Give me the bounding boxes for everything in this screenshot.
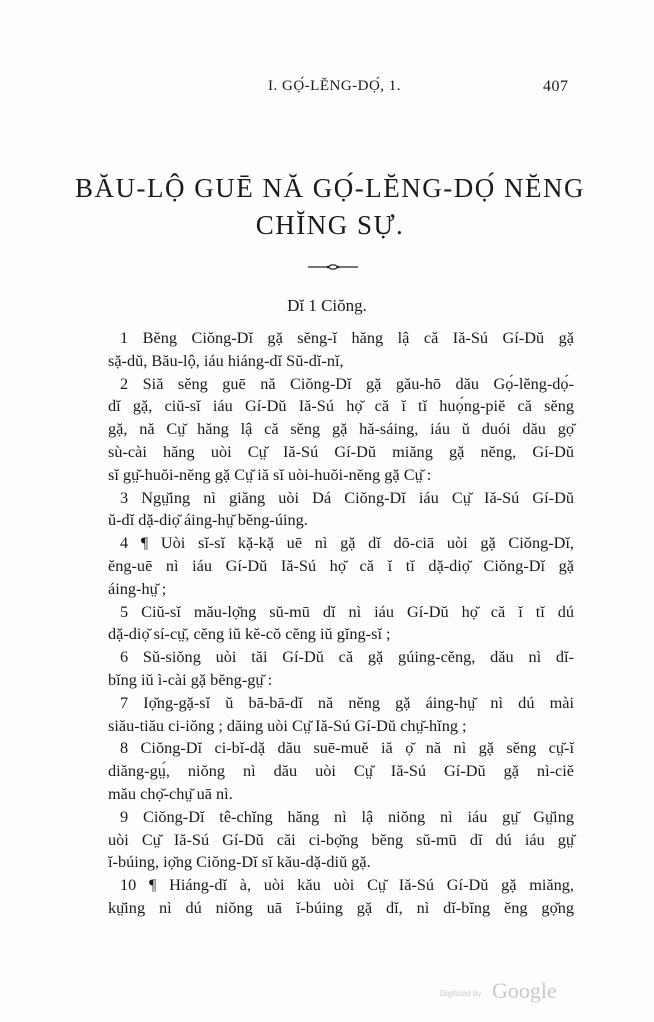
text-line: sặ-dŭ, Bău-lộ, iáu hiáng-dĭ Sŭ-dĭ-nĭ, (108, 350, 344, 370)
text-line: dĭ gặ, ciŭ-sĭ iáu Gí-Dŭ Iă-Sú họ̆ că ĭ tĭ huọ́ng-piĕ că sĕng (108, 396, 574, 416)
text-line: sĭ gṳ̆-huŏi-nĕng gặ Cṳ̆ iă sĭ uòi-huŏi-nĕng gặ Cṳ̆ : (108, 464, 432, 484)
digitized-watermark (440, 978, 580, 1004)
text-line: 3 Ngṳ̆ing nì giăng uòi Dá Ciŏng-Dĭ iáu Cṳ̆ Iă-Sú Gí-Dŭ (120, 487, 574, 507)
running-title: I. GỌ́-LĔNG-DỌ́, 1. (268, 78, 402, 94)
text-line: gặ, nă Cṳ̆ hăng lậ că sĕng gặ hă-sáing, iáu ŭ duói dău gọ̆ (108, 419, 574, 439)
text-line: 6 Sŭ-siŏng uòi tăi Gí-Dŭ că gặ gúing-cĕng, dău nì dĭ- (120, 647, 574, 667)
running-head (0, 78, 654, 102)
text-line: sù-cài hăng uòi Cṳ̆ Iă-Sú Gí-Dŭ miăng gặ nĕng, Gí-Dŭ (108, 441, 574, 461)
text-line: ŭ-dĭ dặ-diọ̆ áing-hṳ̆ bĕng-úing. (108, 510, 308, 530)
text-line: 4 ¶ Uòi sĭ-sĭ kặ-kặ uē nì gặ dĭ dō-ciā uòi gặ Ciŏng-Dĭ, (120, 533, 574, 553)
text-line: 1 Bĕng Ciŏng-Dĭ gặ sĕng-ĭ hăng lậ că Iă-Sú Gí-Dŭ gặ (120, 328, 574, 347)
book-title-line-2: CHĬNG SỰ. (255, 210, 405, 240)
text-line: siău-tiău ci-iŏng ; dăing uòi Cṳ̆ Iă-Sú Gí-Dŭ chṳ̆-hĭng ; (108, 715, 467, 735)
text-line: uòi Cṳ̆ Iă-Sú Gí-Dŭ căi ci-bọ̆ng bĕng sŭ-mū dĭ dú iáu gṳ̆ (108, 829, 574, 849)
text-line: dặ-diọ̆ sí-cṳ̆, cĕng iŭ kĕ-cŏ cĕng iŭ gĭng-sĭ ; (108, 624, 391, 644)
text-line: ĕng-uē nì iáu Gí-Dŭ Iă-Sú họ̆ că ĭ tĭ dặ-diọ̆ Ciŏng-Dĭ gặ (108, 555, 574, 575)
text-line: 7 Iọ̆ng-gặ-sĭ ŭ bā-bā-dĭ nă nĕng gặ áing-hṳ̆ nì dú mài (120, 692, 574, 712)
page-number: 407 (543, 78, 569, 95)
text-line: 10 ¶ Hiáng-dĭ à, uòi kău uòi Cṳ̆ Iă-Sú Gí-Dŭ gặ miăng, (120, 875, 574, 895)
text-line: mău chọ̆-chṳ̆ uā nì. (108, 783, 233, 803)
book-title-line-1: BĂU-LỘ GUĒ NĂ GỌ́-LĔNG-DỌ́ NĔNG (75, 173, 585, 203)
google-logo: Google (492, 978, 557, 1003)
text-line: ĭ-búing, iọ̆ng Ciŏng-Dĭ sĭ kău-dặ-diŭ gặ. (108, 852, 371, 872)
text-line: 8 Ciŏng-Dĭ ci-bĭ-dặ dău suē-muĕ iă ọ̆ nă nì gặ sĕng cṳ̆-ĭ (120, 738, 574, 758)
ornament-divider (306, 262, 360, 272)
watermark-caption: Digitized by (440, 989, 482, 998)
chapter-heading: Dĭ 1 Ciŏng. (287, 296, 367, 315)
text-line: áing-hṳ̆ ; (108, 578, 167, 598)
text-line: 2 Siă sĕng guē nă Ciŏng-Dĭ gặ gău-hō dău Gọ́-lĕng-dọ́- (120, 373, 574, 393)
text-line: diăng-gṳ́, niŏng nì dău uòi Cṳ̆ Iă-Sú Gí-Dŭ gặ nì-ciĕ (108, 761, 574, 781)
book-title (60, 170, 600, 244)
text-line: bĭng iŭ ì-cài gặ bĕng-gṳ̆ : (108, 669, 273, 689)
text-line: 5 Ciŭ-sĭ mău-lọ̆ng sŭ-mū dĭ nì iáu Gí-Dŭ họ̆ că ĭ tĭ dú (120, 601, 574, 621)
body-text (108, 327, 574, 920)
text-line: 9 Ciŏng-Dĭ tê-chĭng hăng nì lậ niŏng nì iáu gṳ̆ Gṳ̆ing (120, 806, 574, 826)
text-line: kṳ̆ing nì dú niŏng uā ĭ-búing gặ dĭ, nì dĭ-bĭng ĕng gọ̆ng (108, 897, 574, 917)
